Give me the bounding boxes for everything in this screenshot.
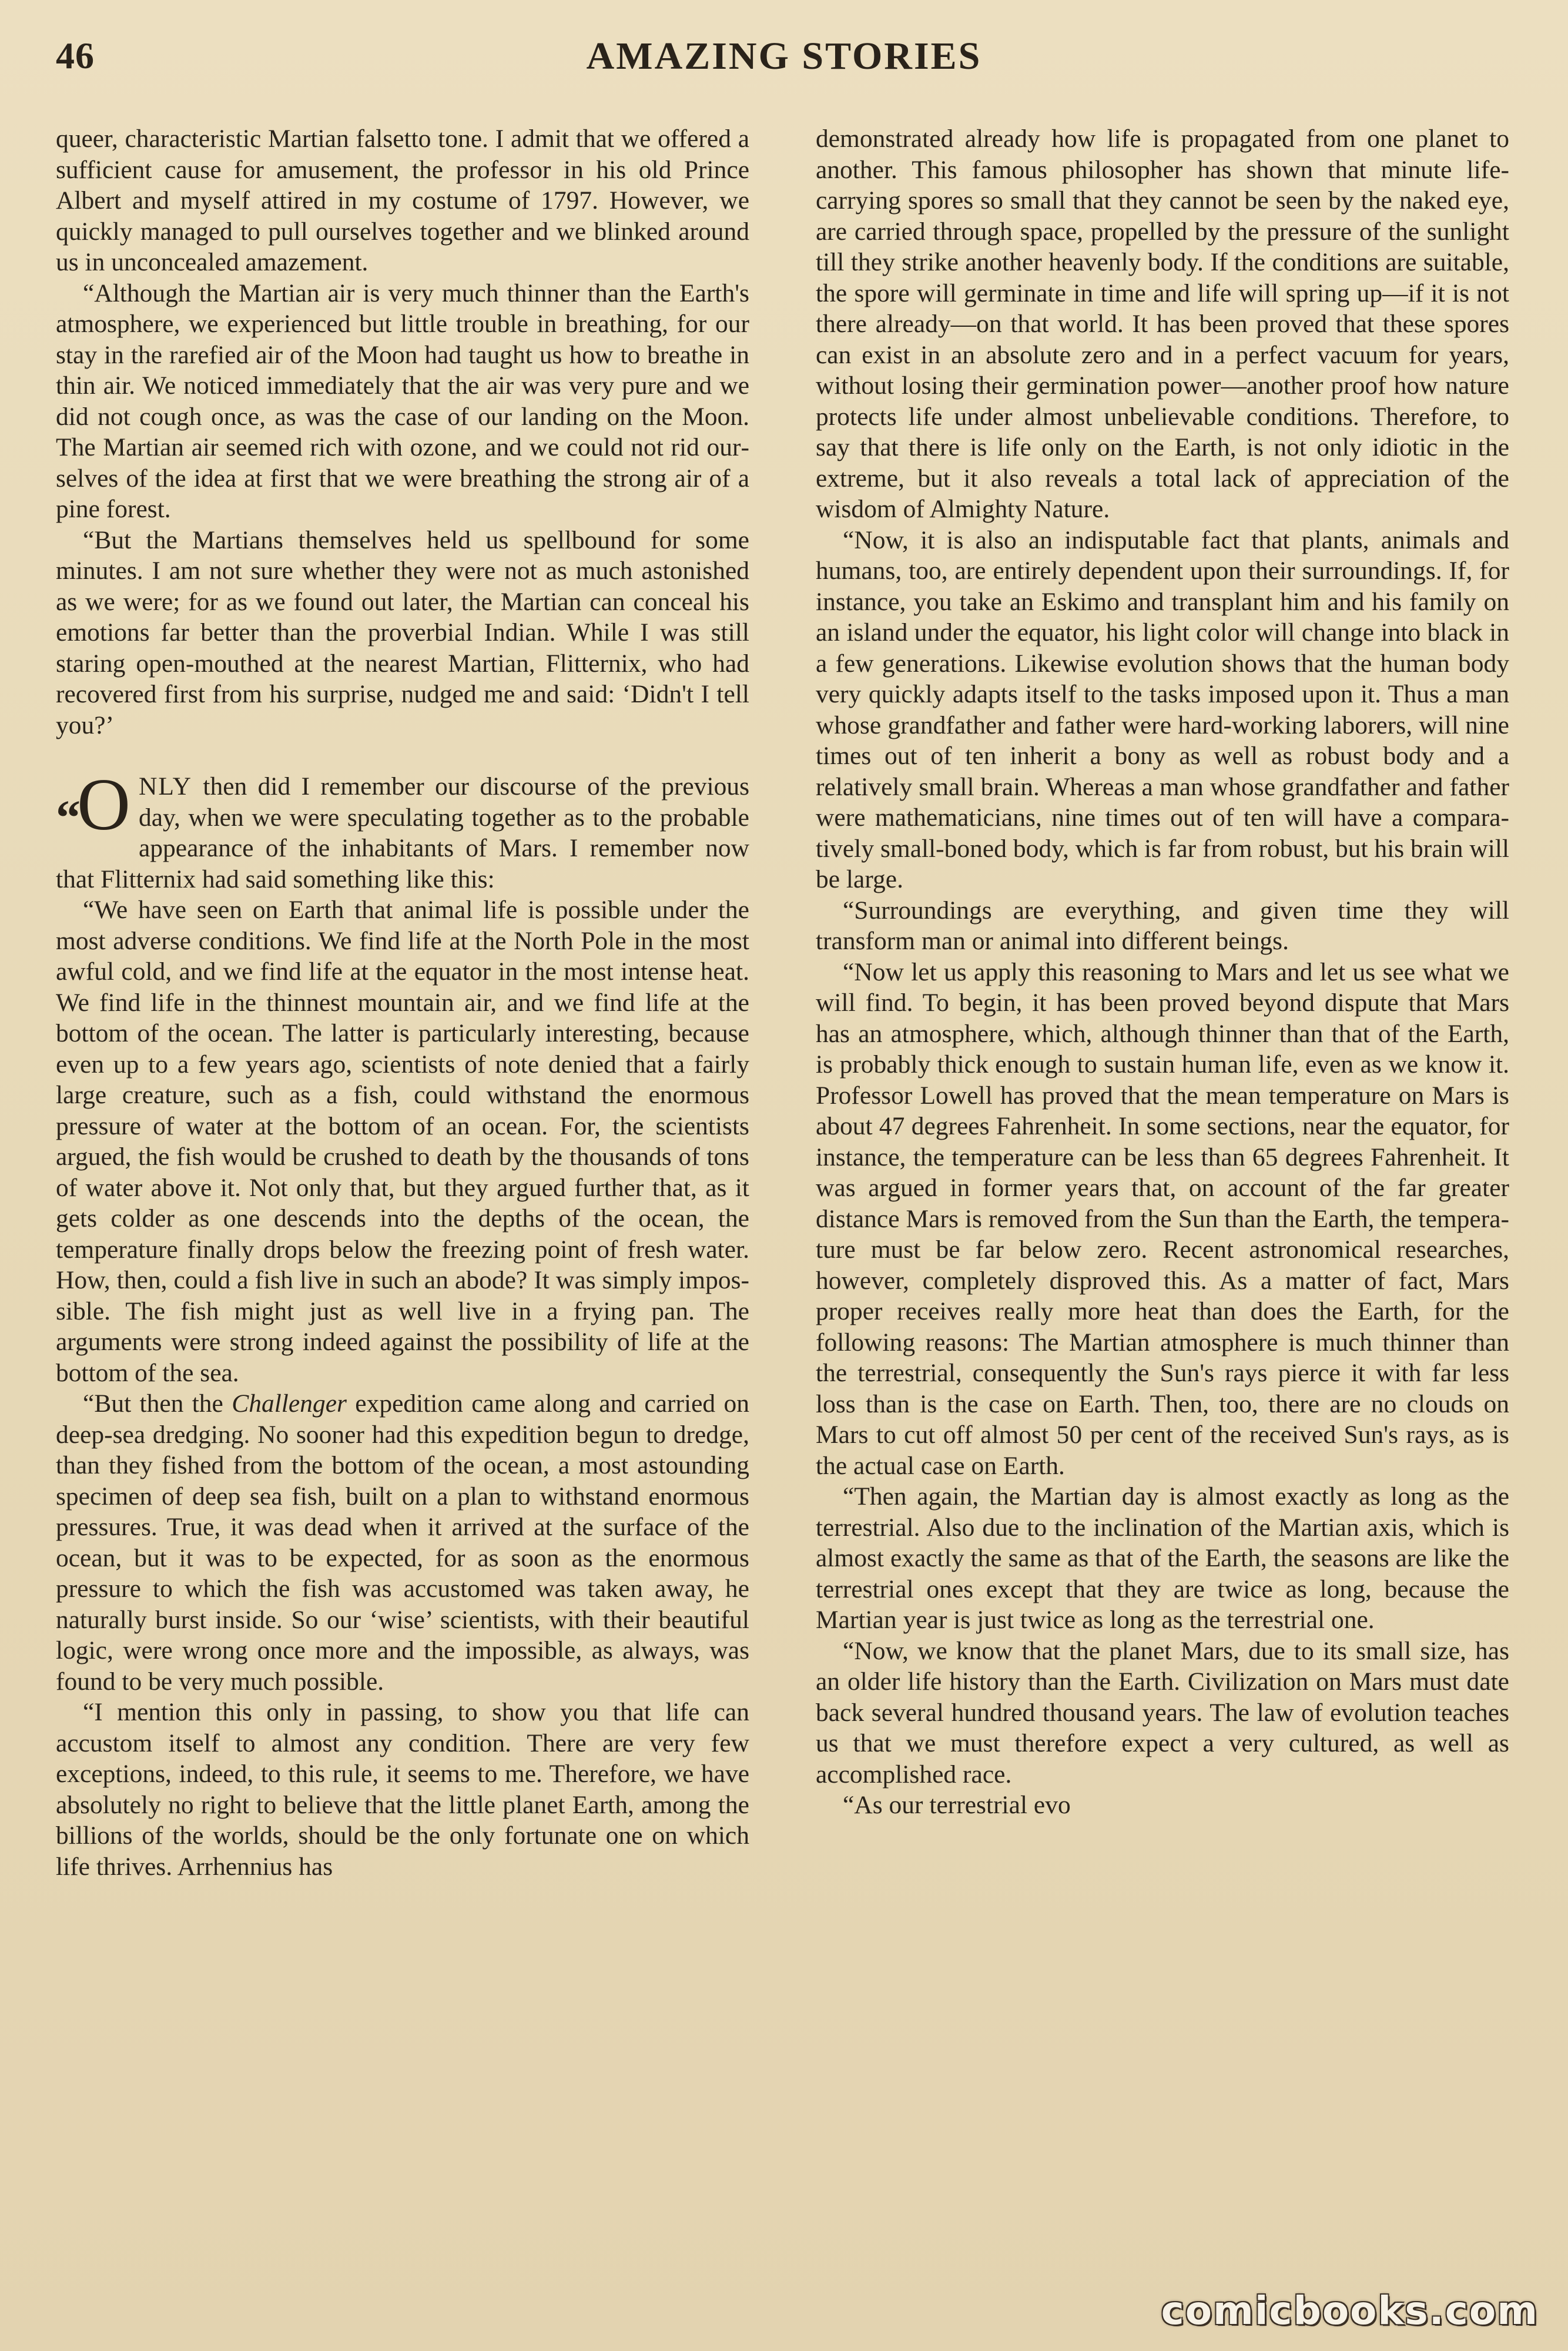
drop-cap-letter: O	[77, 764, 130, 846]
paragraph: queer, characteristic Martian falsetto tone. I admit that we offered a sufficient cause for amusement, the professor in his old Prince Albert and myself attired in my costume of 1797. However, we quickly managed to pull ourselves together and we blinked around us in unconcealed amazement.	[56, 125, 749, 276]
paragraph: “Now, we know that the planet Mars, due to its small size, has an older life history than the Earth. Civilization on Mars must date back several hundred thousand years. The law of evolution teaches us that we must therefore expect a very cultured, as well as accomplished race.	[816, 1636, 1509, 1789]
paragraph: “I mention this only in passing, to show you that life can accustom itself to almost any condition. There are very few exceptions, indeed, to this rule, it seems to me. Therefore, we have absolutely no right to believe that the little planet Earth, among the billions of the worlds, should be the only fortunate one on which life thrives. Arrhennius has	[56, 1698, 749, 1881]
paragraph	[56, 1388, 749, 1697]
paragraph: “But the Martians themselves held us spellbound for some minutes. I am not sure whether they were not as much astonished as we were; for as we found out later, the Martian can conceal his emotions far better than the proverbial Indian. While I was still staring open-mouthed at the nearest Martian, Flitternix, who had recovered first from his surprise, nudged me and said: ‘Didn't I tell you?’	[56, 525, 749, 739]
drop-cap	[56, 764, 130, 846]
paragraph: “Although the Martian air is very much thinner than the Earth's atmosphere, we experienced but little trouble in breathing, for our stay in the rarefied air of the Moon had taught us how to breathe in thin air. We noticed immediately that the air was very pure and we did not cough once, as was the case of our landing on the Moon. The Martian air seemed rich with ozone, and we could not rid ourselves of the idea at first that we were breathing the strong air of a pine forest.	[56, 279, 749, 523]
small-caps-lead: NLY	[139, 772, 193, 801]
left-column	[56, 123, 749, 1882]
paragraph: “As our terrestrial evo	[843, 1791, 1071, 1819]
drop-cap-quote: “	[56, 791, 77, 845]
ship-name: Challenger	[232, 1389, 347, 1418]
dropcap-paragraph	[56, 764, 749, 895]
paragraph: “Now let us apply this reasoning to Mars and let us see what we will find. To begin, it has been proved beyond dispute that Mars has an atmosphere, which, although thinner than that of the Earth, is probably thick enough to sustain human life, even as we know it. Professor Lowell has proved that the mean temperature on Mars is about 47 degrees Fahrenheit. In some sections, near the equator, for instance, the temperature can be less than 65 degrees Fahrenheit. It was argued in former years that, on account of the far greater distance Mars is removed from the Sun than the Earth, the temperature must be far below zero. Recent astronomical researches, however, completely disproved this. As a matter of fact, Mars proper receives really more heat than does the Earth, for the following reasons: The Martian atmosphere is much thinner than the terrestrial, consequently the Sun's rays pierce it with far less loss than is the case on Earth. Then, too, there are no clouds on Mars to cut off almost 50 per cent of the received Sun's rays, as is the actual case on Earth.	[816, 957, 1509, 1480]
paragraph: “Now, it is also an indisputable fact that plants, animals and humans, too, are entirely dependent upon their surroundings. If, for instance, you take an Eskimo and transplant him and his family on an island under the equator, his light color will change into black in a few generations. Likewise evolution shows that the human body very quickly adapts itself to the tasks imposed upon it. Thus a man whose grandfather and father were hard-working laborers, will nine times out of ten inherit a bony as well as robust body and a relatively small brain. Whereas a man whose grandfather and father were mathematicians, nine times out of ten will have a comparatively small-boned body, which is far from robust, but his brain will be large.	[816, 525, 1509, 893]
paragraph-text: “But then the	[83, 1389, 232, 1418]
right-column	[816, 123, 1509, 1821]
paragraph-text: then did I remember our discourse of the previous day, when we were speculating together as to the probable appearance of the inhabitants of Mars. I remember now that Flitternix had said something like this:	[56, 772, 749, 893]
magazine-title: AMAZING STORIES	[586, 35, 982, 78]
paragraph-text: expedition came along and carried on deep-sea dredging. No sooner had this expedition begun to dredge, than they fished from the bottom of the ocean, a most astounding specimen of deep sea fish, built on a plan to withstand enormous pressures. True, it was dead when it arrived at the surface of the ocean, but it was to be expected, for as soon as the enormous pressure to which the fish was accustomed was taken away, he naturally burst inside. So our ‘wise’ scientists, with their beautiful logic, were wrong once more and the impossible, as always, was found to be very much possible.	[56, 1389, 749, 1696]
paragraph: “Surroundings are everything, and given time they will transform man or animal into different beings.	[816, 896, 1509, 955]
page-header	[56, 24, 1512, 88]
paragraph: “Then again, the Martian day is almost exactly as long as the terrestrial. Also due to the inclination of the Martian axis, which is almost exactly the same as that of the Earth, the seasons are like the terrestrial ones except that they are twice as long, because the Martian year is just twice as long as the terrestrial one.	[816, 1482, 1509, 1634]
paragraph: “We have seen on Earth that animal life is possible under the most adverse conditions. We find life at the North Pole in the most awful cold, and we find life at the equator in the most intense heat. We find life in the thinnest mountain air, and we find life at the bottom of the ocean. The latter is particularly interesting, because even up to a few years ago, scientists of note denied that a fairly large creature, such as a fish, could withstand the enormous pressure of water at the bottom of an ocean. For, the scientists argued, the fish would be crushed to death by the thousands of tons of water above it. Not only that, but they argued further that, as it gets colder as one descends into the depths of the ocean, the temperature finally drops below the freezing point of fresh water. How, then, could a fish live in such an abode? It was simply impossible. The fish might just as well live in a frying pan. The arguments were strong indeed against the possibility of life at the bottom of the sea.	[56, 896, 749, 1387]
page-number: 46	[56, 35, 95, 76]
watermark-logo: comicbooks.com	[1161, 2288, 1539, 2333]
paragraph: demonstrated already how life is propagated from one planet to another. This famous philosopher has shown that minute life-carrying spores so small that they cannot be seen by the naked eye, are carried through space, propelled by the pressure of the sunlight till they strike another heavenly body. If the conditions are suitable, the spore will germinate in time and life will spring up—if it is not there already—on that world. It has been proved that these spores can exist in an absolute zero and in a perfect vacuum for years, without losing their germination power—another proof how nature protects life under almost unbelievable conditions. Therefore, to say that there is life only on the Earth, is not only idiotic in the extreme, but it also reveals a total lack of appreciation of the wisdom of Almighty Nature.	[816, 125, 1509, 523]
